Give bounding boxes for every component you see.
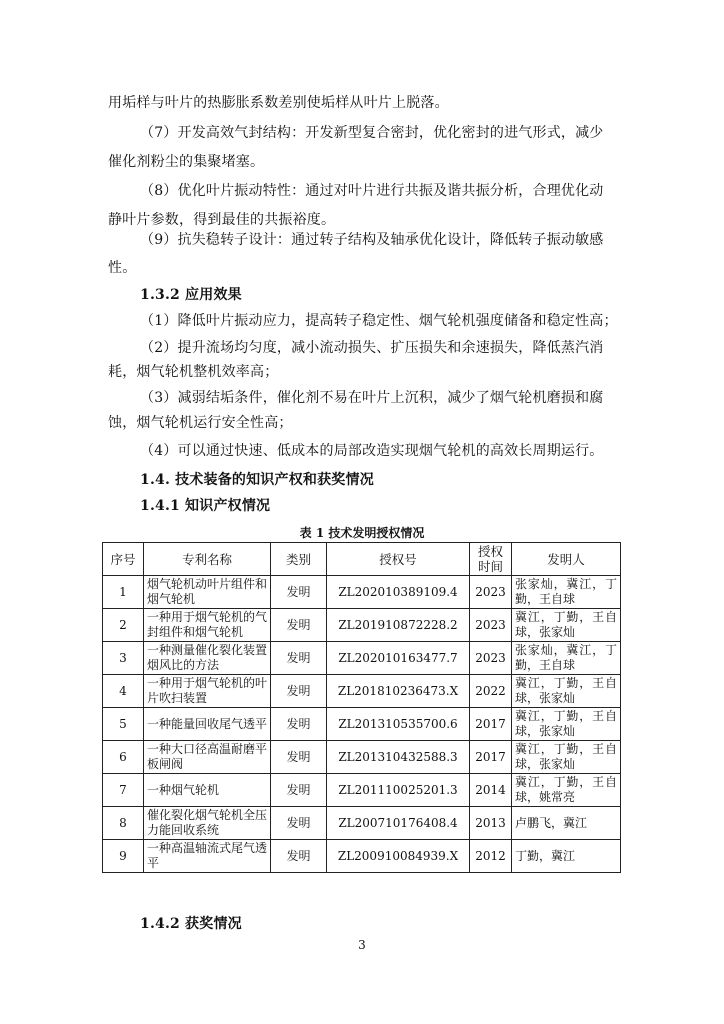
cell-number: ZL201310535700.6 — [327, 708, 470, 741]
section-heading-1-4: 1.4. 技术装备的知识产权和获奖情况 — [140, 472, 374, 488]
cell-inventors: 张家灿，冀江，丁勤，王自球 — [512, 642, 621, 675]
table-row — [103, 774, 621, 807]
cell-type: 发明 — [271, 840, 327, 873]
cell-year: 2017 — [470, 708, 512, 741]
cell-inventors: 冀江，丁勤，王自球，张家灿 — [512, 741, 621, 774]
paragraph-effect-3: （3）减弱结垢条件，催化剂不易在叶片上沉积，减少了烟气轮机磨损和腐 — [140, 390, 604, 406]
cell-no: 8 — [103, 807, 144, 840]
cell-inventors: 张家灿，冀江，丁勤，王自球 — [512, 576, 621, 609]
cell-inventors: 冀江，丁勤，王自球，张家灿 — [512, 708, 621, 741]
cell-type: 发明 — [271, 807, 327, 840]
cell-type: 发明 — [271, 609, 327, 642]
cell-type: 发明 — [271, 708, 327, 741]
cell-number: ZL201910872228.2 — [327, 609, 470, 642]
cell-year: 2022 — [470, 675, 512, 708]
table-row — [103, 840, 621, 873]
cell-name: 一种用于烟气轮机的叶片吹扫装置 — [144, 675, 271, 708]
table-caption: 表 1 技术发明授权情况 — [299, 526, 425, 540]
cell-no: 4 — [103, 675, 144, 708]
cell-name: 一种测量催化裂化装置烟风比的方法 — [144, 642, 271, 675]
table-row — [103, 675, 621, 708]
paragraph-item-7: （7）开发高效气封结构：开发新型复合密封，优化密封的进气形式，减少 — [140, 125, 604, 141]
cell-no: 7 — [103, 774, 144, 807]
paragraph-effect-4: （4）可以通过快速、低成本的局部改造实现烟气轮机的高效长周期运行。 — [140, 443, 604, 459]
cell-inventors: 冀江，丁勤，王自球，张家灿 — [512, 675, 621, 708]
paragraph-line: 催化剂粉尘的集聚堵塞。 — [108, 154, 265, 170]
paragraph-item-9: （9）抗失稳转子设计：通过转子结构及轴承优化设计，降低转子振动敏感 — [140, 232, 604, 248]
section-heading-1-3-2: 1.3.2 应用效果 — [140, 287, 242, 303]
table-row — [103, 609, 621, 642]
cell-no: 6 — [103, 741, 144, 774]
header-inventors: 发明人 — [512, 543, 621, 576]
cell-no: 5 — [103, 708, 144, 741]
table-row — [103, 741, 621, 774]
cell-inventors: 丁勤，冀江 — [512, 840, 621, 873]
table-row — [103, 708, 621, 741]
paragraph-item-8: （8）优化叶片振动特性：通过对叶片进行共振及谐共振分析，合理优化动 — [140, 183, 604, 199]
cell-type: 发明 — [271, 774, 327, 807]
cell-year: 2017 — [470, 741, 512, 774]
cell-name: 一种高温轴流式尾气透平 — [144, 840, 271, 873]
cell-type: 发明 — [271, 642, 327, 675]
section-heading-1-4-1: 1.4.1 知识产权情况 — [140, 498, 271, 514]
cell-name: 一种用于烟气轮机的气封组件和烟气轮机 — [144, 609, 271, 642]
paragraph-line: 性。 — [108, 260, 137, 276]
cell-no: 2 — [103, 609, 144, 642]
cell-year: 2014 — [470, 774, 512, 807]
table-row — [103, 576, 621, 609]
cell-year: 2012 — [470, 840, 512, 873]
cell-no: 3 — [103, 642, 144, 675]
cell-name: 一种大口径高温耐磨平板闸阀 — [144, 741, 271, 774]
patent-table — [102, 542, 621, 873]
cell-inventors: 卢鹏飞，冀江 — [512, 807, 621, 840]
paragraph-line: 蚀，烟气轮机运行安全性高； — [108, 415, 293, 431]
header-year: 授权时间 — [470, 543, 512, 576]
cell-name: 一种烟气轮机 — [144, 774, 271, 807]
cell-number: ZL201810236473.X — [327, 675, 470, 708]
page-number: 3 — [358, 938, 366, 952]
cell-type: 发明 — [271, 741, 327, 774]
cell-name: 一种能量回收尾气透平 — [144, 708, 271, 741]
table-row — [103, 807, 621, 840]
cell-type: 发明 — [271, 576, 327, 609]
table-header-row — [103, 543, 621, 576]
cell-number: ZL201110025201.3 — [327, 774, 470, 807]
header-number: 授权号 — [327, 543, 470, 576]
cell-number: ZL200710176408.4 — [327, 807, 470, 840]
cell-year: 2023 — [470, 576, 512, 609]
cell-inventors: 冀江，丁勤，王自球，姚常亮 — [512, 774, 621, 807]
cell-year: 2023 — [470, 609, 512, 642]
paragraph-effect-1: （1）降低叶片振动应力，提高转子稳定性、烟气轮机强度储备和稳定性高； — [140, 313, 618, 329]
header-no: 序号 — [103, 543, 144, 576]
section-heading-1-4-2: 1.4.2 获奖情况 — [140, 916, 242, 932]
header-name: 专利名称 — [144, 543, 271, 576]
cell-no: 9 — [103, 840, 144, 873]
cell-type: 发明 — [271, 675, 327, 708]
cell-number: ZL202010389109.4 — [327, 576, 470, 609]
cell-name: 催化裂化烟气轮机全压力能回收系统 — [144, 807, 271, 840]
cell-year: 2013 — [470, 807, 512, 840]
table-row — [103, 642, 621, 675]
paragraph-line: 耗，烟气轮机整机效率高； — [108, 364, 279, 380]
paragraph-line: 用垢样与叶片的热膨胀系数差别使垢样从叶片上脱落。 — [108, 95, 449, 111]
header-type: 类别 — [271, 543, 327, 576]
cell-name: 烟气轮机动叶片组件和烟气轮机 — [144, 576, 271, 609]
cell-year: 2023 — [470, 642, 512, 675]
paragraph-effect-2: （2）提升流场均匀度，减小流动损失、扩压损失和余速损失，降低蒸汽消 — [140, 340, 604, 356]
cell-number: ZL201310432588.3 — [327, 741, 470, 774]
cell-number: ZL202010163477.7 — [327, 642, 470, 675]
cell-number: ZL200910084939.X — [327, 840, 470, 873]
paragraph-line: 静叶片参数，得到最佳的共振裕度。 — [108, 212, 336, 228]
cell-inventors: 冀江，丁勤，王自球，张家灿 — [512, 609, 621, 642]
cell-no: 1 — [103, 576, 144, 609]
